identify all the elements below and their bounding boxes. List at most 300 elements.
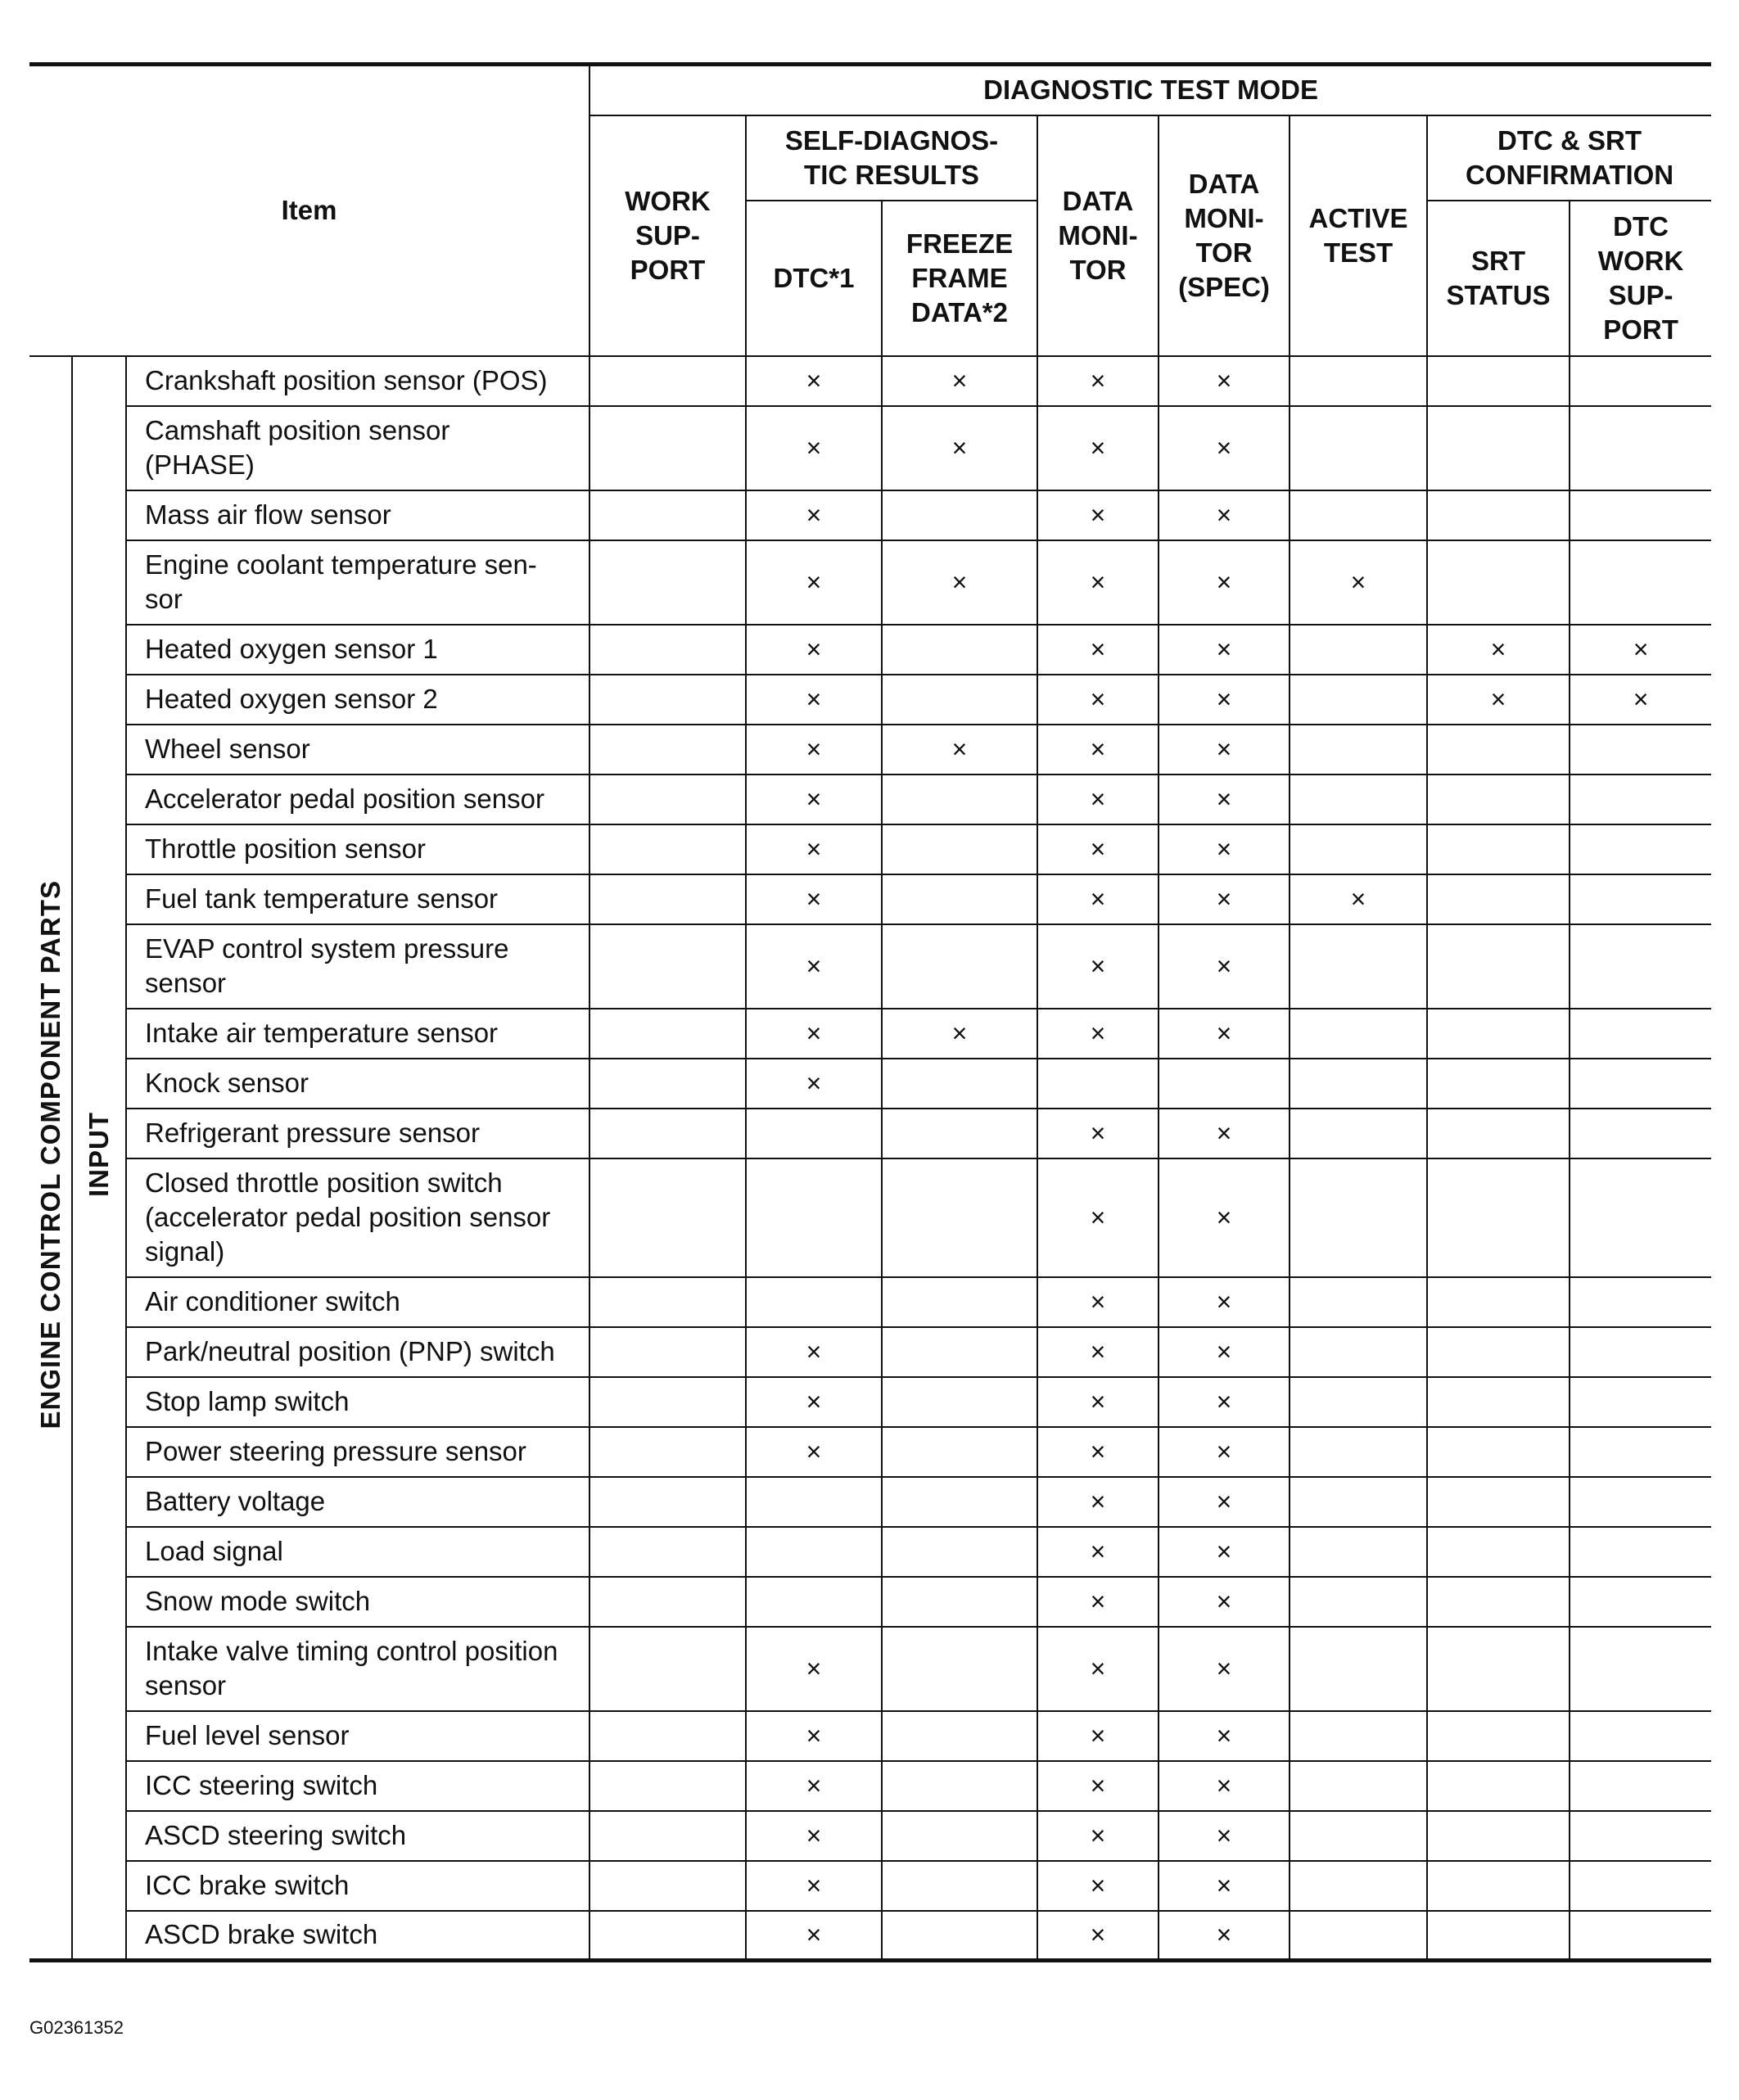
cell-data-monitor bbox=[1037, 1009, 1159, 1059]
cell-srt-status bbox=[1427, 490, 1570, 540]
cell-data-monitor-spec bbox=[1159, 1861, 1290, 1911]
cell-dtc-work-support bbox=[1570, 1427, 1711, 1477]
srt-status-header: SRT STATUS bbox=[1427, 201, 1570, 356]
item-name: Heated oxygen sensor 1 bbox=[126, 625, 589, 675]
table-row bbox=[29, 775, 1711, 824]
cell-data-monitor-spec bbox=[1159, 725, 1290, 775]
cell-dtc bbox=[746, 675, 882, 725]
group-label: ENGINE CONTROL COMPONENT PARTS bbox=[34, 879, 65, 1429]
cell-freeze-frame bbox=[882, 675, 1037, 725]
cell-active-test bbox=[1290, 1158, 1427, 1277]
cell-dtc bbox=[746, 1158, 882, 1277]
cell-srt-status bbox=[1427, 1427, 1570, 1477]
item-name: Stop lamp switch bbox=[126, 1377, 589, 1427]
cell-dtc bbox=[746, 1377, 882, 1427]
check-mark: × bbox=[1090, 833, 1106, 864]
cell-data-monitor-spec bbox=[1159, 1327, 1290, 1377]
cell-dtc-work-support bbox=[1570, 924, 1711, 1009]
table-row bbox=[29, 725, 1711, 775]
cell-srt-status bbox=[1427, 775, 1570, 824]
cell-data-monitor bbox=[1037, 1761, 1159, 1811]
check-mark: × bbox=[1090, 1202, 1106, 1232]
cell-dtc-work-support bbox=[1570, 874, 1711, 924]
check-mark: × bbox=[951, 567, 968, 597]
item-name: Camshaft position sensor (PHASE) bbox=[126, 406, 589, 490]
item-name: Throttle position sensor bbox=[126, 824, 589, 874]
cell-srt-status bbox=[1427, 406, 1570, 490]
cell-dtc-work-support bbox=[1570, 1761, 1711, 1811]
table-row bbox=[29, 824, 1711, 874]
table-row bbox=[29, 874, 1711, 924]
item-name: ICC steering switch bbox=[126, 1761, 589, 1811]
cell-work-support bbox=[589, 356, 746, 406]
cell-data-monitor bbox=[1037, 1861, 1159, 1911]
check-mark: × bbox=[1090, 1436, 1106, 1466]
cell-dtc bbox=[746, 1109, 882, 1158]
item-name: Air conditioner switch bbox=[126, 1277, 589, 1327]
cell-work-support bbox=[589, 1477, 746, 1527]
cell-freeze-frame bbox=[882, 1327, 1037, 1377]
cell-freeze-frame bbox=[882, 1158, 1037, 1277]
cell-data-monitor bbox=[1037, 1477, 1159, 1527]
cell-work-support bbox=[589, 1109, 746, 1158]
cell-work-support bbox=[589, 824, 746, 874]
cell-dtc-work-support bbox=[1570, 1627, 1711, 1711]
cell-data-monitor-spec bbox=[1159, 1377, 1290, 1427]
cell-freeze-frame bbox=[882, 1277, 1037, 1327]
item-name: ICC brake switch bbox=[126, 1861, 589, 1911]
check-mark: × bbox=[806, 1386, 822, 1416]
cell-srt-status bbox=[1427, 1811, 1570, 1861]
check-mark: × bbox=[951, 1018, 968, 1048]
cell-data-monitor bbox=[1037, 1109, 1159, 1158]
check-mark: × bbox=[1090, 951, 1106, 981]
cell-data-monitor-spec bbox=[1159, 1527, 1290, 1577]
cell-active-test bbox=[1290, 1527, 1427, 1577]
cell-dtc bbox=[746, 1277, 882, 1327]
cell-data-monitor-spec bbox=[1159, 1761, 1290, 1811]
item-name: Fuel tank temperature sensor bbox=[126, 874, 589, 924]
check-mark: × bbox=[806, 684, 822, 714]
cell-srt-status bbox=[1427, 1711, 1570, 1761]
check-mark: × bbox=[1216, 1586, 1232, 1616]
check-mark: × bbox=[1633, 634, 1649, 664]
cell-work-support bbox=[589, 1627, 746, 1711]
check-mark: × bbox=[1090, 1486, 1106, 1516]
item-name: Park/neutral position (PNP) switch bbox=[126, 1327, 589, 1377]
cell-freeze-frame bbox=[882, 1377, 1037, 1427]
cell-work-support bbox=[589, 1527, 746, 1577]
cell-data-monitor bbox=[1037, 1627, 1159, 1711]
cell-work-support bbox=[589, 874, 746, 924]
check-mark: × bbox=[1090, 634, 1106, 664]
cell-srt-status bbox=[1427, 675, 1570, 725]
check-mark: × bbox=[1216, 883, 1232, 914]
item-name: Refrigerant pressure sensor bbox=[126, 1109, 589, 1158]
cell-active-test bbox=[1290, 1327, 1427, 1377]
check-mark: × bbox=[806, 1870, 822, 1900]
check-mark: × bbox=[1216, 1118, 1232, 1148]
check-mark: × bbox=[806, 634, 822, 664]
table-row bbox=[29, 356, 1711, 406]
figure-id: G02361352 bbox=[29, 2017, 124, 2038]
table-row bbox=[29, 1577, 1711, 1627]
data-monitor-spec-header: DATA MONI- TOR (SPEC) bbox=[1159, 115, 1290, 356]
check-mark: × bbox=[951, 365, 968, 395]
check-mark: × bbox=[1216, 1286, 1232, 1316]
cell-data-monitor bbox=[1037, 1811, 1159, 1861]
cell-data-monitor-spec bbox=[1159, 1811, 1290, 1861]
cell-active-test bbox=[1290, 1811, 1427, 1861]
cell-work-support bbox=[589, 540, 746, 625]
check-mark: × bbox=[1090, 1586, 1106, 1616]
cell-dtc-work-support bbox=[1570, 540, 1711, 625]
cell-data-monitor-spec bbox=[1159, 874, 1290, 924]
check-mark: × bbox=[1216, 634, 1232, 664]
item-name: Accelerator pedal position sensor bbox=[126, 775, 589, 824]
cell-data-monitor bbox=[1037, 625, 1159, 675]
table-row bbox=[29, 1009, 1711, 1059]
cell-work-support bbox=[589, 1577, 746, 1627]
table-row bbox=[29, 1627, 1711, 1711]
cell-srt-status bbox=[1427, 1109, 1570, 1158]
cell-freeze-frame bbox=[882, 1527, 1037, 1577]
table-row bbox=[29, 1377, 1711, 1427]
check-mark: × bbox=[806, 1336, 822, 1366]
table-row bbox=[29, 1711, 1711, 1761]
data-monitor-header: DATA MONI- TOR bbox=[1037, 115, 1159, 356]
cell-work-support bbox=[589, 775, 746, 824]
cell-dtc bbox=[746, 1059, 882, 1109]
cell-srt-status bbox=[1427, 824, 1570, 874]
cell-data-monitor-spec bbox=[1159, 775, 1290, 824]
table-row bbox=[29, 1477, 1711, 1527]
cell-data-monitor-spec bbox=[1159, 540, 1290, 625]
check-mark: × bbox=[1090, 432, 1106, 463]
check-mark: × bbox=[1090, 1870, 1106, 1900]
cell-dtc-work-support bbox=[1570, 356, 1711, 406]
diagnostic-test-mode-header: DIAGNOSTIC TEST MODE bbox=[589, 65, 1711, 115]
item-name: Heated oxygen sensor 2 bbox=[126, 675, 589, 725]
cell-freeze-frame bbox=[882, 1427, 1037, 1477]
check-mark: × bbox=[1090, 1919, 1106, 1949]
cell-data-monitor bbox=[1037, 874, 1159, 924]
check-mark: × bbox=[1090, 1536, 1106, 1566]
check-mark: × bbox=[806, 833, 822, 864]
cell-srt-status bbox=[1427, 356, 1570, 406]
item-name: Engine coolant temperature sen- sor bbox=[126, 540, 589, 625]
cell-data-monitor bbox=[1037, 490, 1159, 540]
cell-work-support bbox=[589, 1327, 746, 1377]
cell-data-monitor-spec bbox=[1159, 1911, 1290, 1961]
table-row bbox=[29, 1911, 1711, 1961]
cell-work-support bbox=[589, 1158, 746, 1277]
item-name: EVAP control system pressure sensor bbox=[126, 924, 589, 1009]
table-row bbox=[29, 1861, 1711, 1911]
cell-srt-status bbox=[1427, 1911, 1570, 1961]
cell-freeze-frame bbox=[882, 490, 1037, 540]
check-mark: × bbox=[1216, 1336, 1232, 1366]
cell-srt-status bbox=[1427, 1527, 1570, 1577]
cell-active-test bbox=[1290, 1277, 1427, 1327]
cell-active-test bbox=[1290, 824, 1427, 874]
table-header bbox=[29, 65, 1711, 356]
cell-freeze-frame bbox=[882, 1009, 1037, 1059]
check-mark: × bbox=[1216, 1436, 1232, 1466]
cell-data-monitor-spec bbox=[1159, 490, 1290, 540]
cell-freeze-frame bbox=[882, 1577, 1037, 1627]
item-name: Closed throttle position switch (accelerator pedal position sensor signal) bbox=[126, 1158, 589, 1277]
check-mark: × bbox=[1090, 1720, 1106, 1750]
table-row bbox=[29, 1761, 1711, 1811]
work-support-header: WORK SUP- PORT bbox=[589, 115, 746, 356]
cell-work-support bbox=[589, 625, 746, 675]
cell-dtc bbox=[746, 1577, 882, 1627]
table-row bbox=[29, 1277, 1711, 1327]
cell-data-monitor-spec bbox=[1159, 1277, 1290, 1327]
cell-data-monitor bbox=[1037, 1158, 1159, 1277]
cell-work-support bbox=[589, 1277, 746, 1327]
check-mark: × bbox=[806, 1068, 822, 1098]
cell-work-support bbox=[589, 490, 746, 540]
item-header: Item bbox=[29, 65, 589, 356]
cell-dtc bbox=[746, 1009, 882, 1059]
cell-data-monitor-spec bbox=[1159, 1158, 1290, 1277]
cell-dtc-work-support bbox=[1570, 625, 1711, 675]
cell-work-support bbox=[589, 406, 746, 490]
cell-freeze-frame bbox=[882, 1477, 1037, 1527]
cell-srt-status bbox=[1427, 924, 1570, 1009]
cell-data-monitor-spec bbox=[1159, 675, 1290, 725]
cell-dtc-work-support bbox=[1570, 725, 1711, 775]
cell-dtc bbox=[746, 1811, 882, 1861]
item-name: Wheel sensor bbox=[126, 725, 589, 775]
cell-freeze-frame bbox=[882, 625, 1037, 675]
cell-freeze-frame bbox=[882, 725, 1037, 775]
cell-dtc-work-support bbox=[1570, 406, 1711, 490]
check-mark: × bbox=[806, 1436, 822, 1466]
cell-dtc-work-support bbox=[1570, 1327, 1711, 1377]
item-name: Power steering pressure sensor bbox=[126, 1427, 589, 1477]
item-name: Intake air temperature sensor bbox=[126, 1009, 589, 1059]
item-name: Intake valve timing control position sensor bbox=[126, 1627, 589, 1711]
cell-active-test bbox=[1290, 675, 1427, 725]
cell-active-test bbox=[1290, 1627, 1427, 1711]
dtc-header: DTC*1 bbox=[746, 201, 882, 356]
item-name: Battery voltage bbox=[126, 1477, 589, 1527]
check-mark: × bbox=[1490, 634, 1506, 664]
check-mark: × bbox=[806, 951, 822, 981]
cell-dtc-work-support bbox=[1570, 1577, 1711, 1627]
dtc-srt-confirmation-header: DTC & SRT CONFIRMATION bbox=[1427, 115, 1711, 201]
check-mark: × bbox=[1090, 883, 1106, 914]
item-name: Snow mode switch bbox=[126, 1577, 589, 1627]
check-mark: × bbox=[1090, 1770, 1106, 1800]
cell-dtc-work-support bbox=[1570, 1811, 1711, 1861]
cell-dtc bbox=[746, 1427, 882, 1477]
check-mark: × bbox=[1216, 365, 1232, 395]
check-mark: × bbox=[1216, 684, 1232, 714]
cell-data-monitor bbox=[1037, 1577, 1159, 1627]
cell-data-monitor bbox=[1037, 725, 1159, 775]
table-row bbox=[29, 1327, 1711, 1377]
cell-work-support bbox=[589, 1861, 746, 1911]
cell-dtc-work-support bbox=[1570, 1277, 1711, 1327]
item-name: Load signal bbox=[126, 1527, 589, 1577]
cell-work-support bbox=[589, 1761, 746, 1811]
cell-freeze-frame bbox=[882, 1761, 1037, 1811]
cell-srt-status bbox=[1427, 1158, 1570, 1277]
cell-active-test bbox=[1290, 1059, 1427, 1109]
subgroup-label: INPUT bbox=[84, 1111, 114, 1197]
cell-data-monitor bbox=[1037, 775, 1159, 824]
cell-dtc bbox=[746, 824, 882, 874]
cell-dtc-work-support bbox=[1570, 1527, 1711, 1577]
cell-data-monitor bbox=[1037, 824, 1159, 874]
cell-data-monitor bbox=[1037, 675, 1159, 725]
cell-freeze-frame bbox=[882, 824, 1037, 874]
cell-data-monitor-spec bbox=[1159, 625, 1290, 675]
cell-data-monitor-spec bbox=[1159, 924, 1290, 1009]
cell-data-monitor bbox=[1037, 1377, 1159, 1427]
check-mark: × bbox=[1090, 365, 1106, 395]
check-mark: × bbox=[1216, 1820, 1232, 1850]
freeze-frame-header: FREEZE FRAME DATA*2 bbox=[882, 201, 1037, 356]
cell-active-test bbox=[1290, 1109, 1427, 1158]
table-row bbox=[29, 1059, 1711, 1109]
check-mark: × bbox=[806, 432, 822, 463]
cell-data-monitor bbox=[1037, 1427, 1159, 1477]
cell-data-monitor bbox=[1037, 1277, 1159, 1327]
cell-srt-status bbox=[1427, 1009, 1570, 1059]
cell-dtc-work-support bbox=[1570, 1477, 1711, 1527]
check-mark: × bbox=[1216, 567, 1232, 597]
cell-work-support bbox=[589, 1811, 746, 1861]
table-row bbox=[29, 490, 1711, 540]
check-mark: × bbox=[806, 1720, 822, 1750]
cell-data-monitor-spec bbox=[1159, 1059, 1290, 1109]
check-mark: × bbox=[1090, 684, 1106, 714]
check-mark: × bbox=[1090, 1018, 1106, 1048]
cell-srt-status bbox=[1427, 1327, 1570, 1377]
check-mark: × bbox=[806, 784, 822, 814]
check-mark: × bbox=[1350, 883, 1366, 914]
cell-active-test bbox=[1290, 1711, 1427, 1761]
check-mark: × bbox=[1216, 499, 1232, 530]
cell-dtc bbox=[746, 775, 882, 824]
cell-srt-status bbox=[1427, 1277, 1570, 1327]
cell-freeze-frame bbox=[882, 874, 1037, 924]
cell-dtc-work-support bbox=[1570, 775, 1711, 824]
cell-freeze-frame bbox=[882, 1059, 1037, 1109]
cell-data-monitor bbox=[1037, 1059, 1159, 1109]
cell-dtc bbox=[746, 924, 882, 1009]
cell-freeze-frame bbox=[882, 1811, 1037, 1861]
table-row bbox=[29, 625, 1711, 675]
check-mark: × bbox=[806, 1653, 822, 1683]
cell-srt-status bbox=[1427, 1761, 1570, 1811]
cell-dtc bbox=[746, 1861, 882, 1911]
check-mark: × bbox=[806, 365, 822, 395]
check-mark: × bbox=[1216, 1720, 1232, 1750]
table-row bbox=[29, 1158, 1711, 1277]
cell-data-monitor-spec bbox=[1159, 1427, 1290, 1477]
check-mark: × bbox=[1216, 1386, 1232, 1416]
check-mark: × bbox=[806, 1770, 822, 1800]
check-mark: × bbox=[1090, 567, 1106, 597]
table-row bbox=[29, 1109, 1711, 1158]
item-name: Mass air flow sensor bbox=[126, 490, 589, 540]
cell-srt-status bbox=[1427, 540, 1570, 625]
check-mark: × bbox=[951, 734, 968, 764]
cell-data-monitor-spec bbox=[1159, 1577, 1290, 1627]
check-mark: × bbox=[1090, 1336, 1106, 1366]
cell-dtc bbox=[746, 540, 882, 625]
cell-active-test bbox=[1290, 1861, 1427, 1911]
cell-dtc bbox=[746, 356, 882, 406]
cell-data-monitor bbox=[1037, 540, 1159, 625]
check-mark: × bbox=[1216, 1870, 1232, 1900]
cell-active-test bbox=[1290, 625, 1427, 675]
cell-dtc-work-support bbox=[1570, 1059, 1711, 1109]
check-mark: × bbox=[806, 499, 822, 530]
cell-dtc-work-support bbox=[1570, 1377, 1711, 1427]
check-mark: × bbox=[806, 567, 822, 597]
cell-active-test bbox=[1290, 874, 1427, 924]
cell-freeze-frame bbox=[882, 924, 1037, 1009]
check-mark: × bbox=[806, 883, 822, 914]
cell-active-test bbox=[1290, 1377, 1427, 1427]
cell-srt-status bbox=[1427, 1861, 1570, 1911]
cell-dtc bbox=[746, 1761, 882, 1811]
item-name: Fuel level sensor bbox=[126, 1711, 589, 1761]
subgroup-label-cell bbox=[72, 356, 126, 1961]
cell-dtc-work-support bbox=[1570, 1158, 1711, 1277]
check-mark: × bbox=[1090, 1118, 1106, 1148]
cell-srt-status bbox=[1427, 874, 1570, 924]
cell-srt-status bbox=[1427, 1059, 1570, 1109]
active-test-header: ACTIVE TEST bbox=[1290, 115, 1427, 356]
check-mark: × bbox=[1216, 833, 1232, 864]
check-mark: × bbox=[806, 734, 822, 764]
cell-active-test bbox=[1290, 1427, 1427, 1477]
cell-data-monitor-spec bbox=[1159, 824, 1290, 874]
table-row bbox=[29, 924, 1711, 1009]
cell-freeze-frame bbox=[882, 775, 1037, 824]
cell-data-monitor bbox=[1037, 924, 1159, 1009]
self-diagnostic-results-header: SELF-DIAGNOS- TIC RESULTS bbox=[746, 115, 1037, 201]
cell-dtc-work-support bbox=[1570, 1711, 1711, 1761]
cell-dtc bbox=[746, 1327, 882, 1377]
cell-work-support bbox=[589, 1377, 746, 1427]
diagnostic-test-mode-table bbox=[29, 62, 1711, 1962]
cell-active-test bbox=[1290, 725, 1427, 775]
group-label-cell bbox=[29, 356, 72, 1961]
cell-freeze-frame bbox=[882, 406, 1037, 490]
cell-dtc-work-support bbox=[1570, 1861, 1711, 1911]
check-mark: × bbox=[1216, 1653, 1232, 1683]
cell-dtc-work-support bbox=[1570, 1109, 1711, 1158]
cell-dtc-work-support bbox=[1570, 675, 1711, 725]
cell-dtc bbox=[746, 490, 882, 540]
cell-active-test bbox=[1290, 540, 1427, 625]
table-body bbox=[29, 356, 1711, 1961]
cell-dtc bbox=[746, 1711, 882, 1761]
cell-freeze-frame bbox=[882, 1711, 1037, 1761]
table-row bbox=[29, 1427, 1711, 1477]
cell-data-monitor-spec bbox=[1159, 356, 1290, 406]
check-mark: × bbox=[1216, 1770, 1232, 1800]
